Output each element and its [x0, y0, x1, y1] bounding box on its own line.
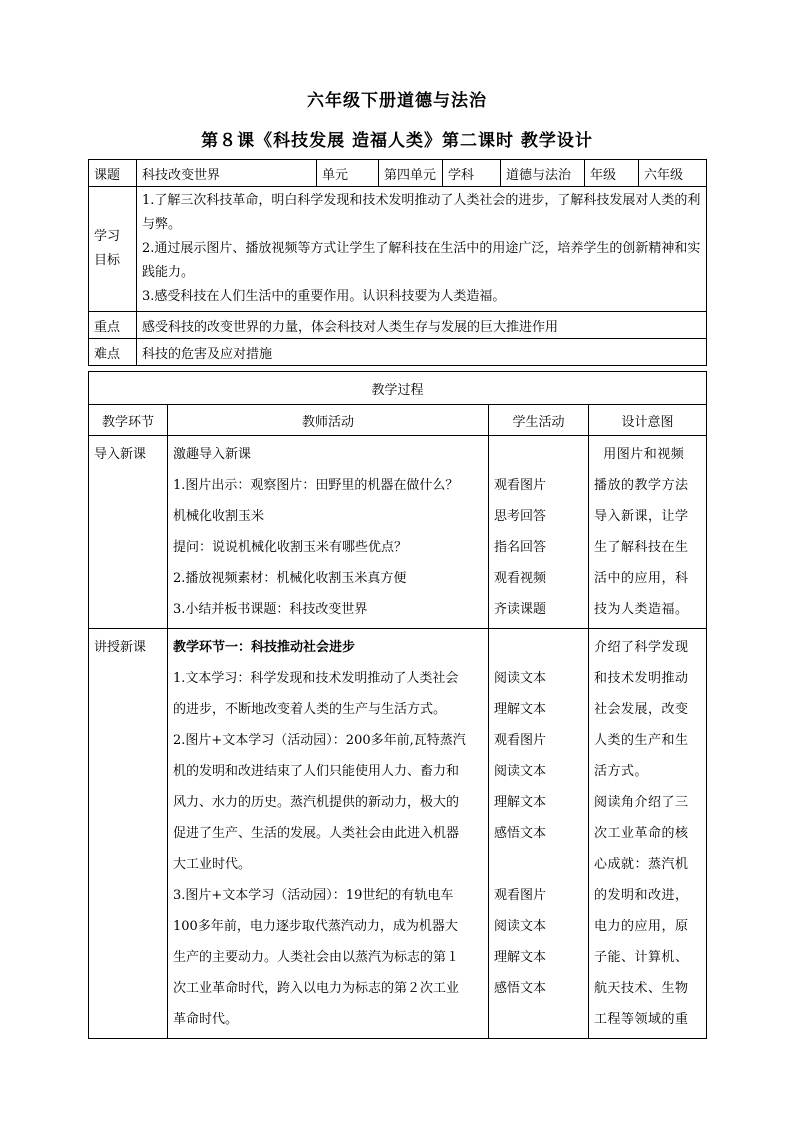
intent-line: 用图片和视频 — [594, 447, 685, 462]
intent-line: 航天技术、生物 — [594, 981, 689, 996]
student-line: 观看视频 — [494, 571, 547, 586]
column-header-student: 学生活动 — [489, 405, 589, 436]
intent-line: 活方式。 — [594, 764, 649, 779]
teacher-line: 2.播放视频素材：机械化收割玉米真方便 — [173, 571, 407, 586]
student-line — [494, 849, 583, 880]
intent-line: 技为人类造福。 — [594, 602, 689, 617]
student-line: 感悟文本 — [494, 981, 547, 996]
intent-line: 人类的生产和生 — [594, 733, 689, 748]
grade-value: 六年级 — [639, 160, 707, 187]
teacher-section-heading: 教学环节一：科技推动社会进步 — [173, 640, 356, 655]
student-line: 观看图片 — [494, 478, 547, 493]
info-row — [89, 160, 707, 187]
design-intent-cell — [589, 629, 707, 1039]
intent-line: 次工业革命的核 — [594, 826, 689, 841]
student-line: 阅读文本 — [494, 671, 547, 686]
student-line: 阅读文本 — [494, 764, 547, 779]
student-line — [494, 439, 583, 470]
teacher-line: 次工业革命时代，跨入以电力为标志的第２次工业 — [173, 981, 460, 996]
subject-label: 学科 — [443, 160, 501, 187]
process-header: 教学过程 — [89, 372, 707, 405]
key-point-value: 感受科技的改变世界的力量，体会科技对人类生存与发展的巨大推进作用 — [137, 312, 707, 339]
teacher-line: 大工业时代。 — [173, 857, 252, 872]
teacher-line: 生产的主要动力。人类社会由以蒸汽为标志的第１ — [173, 950, 460, 965]
document-title: 六年级下册道德与法治 — [307, 91, 487, 111]
student-line: 理解文本 — [494, 702, 547, 717]
teaching-process-table — [88, 371, 707, 1039]
teacher-line: 3.图片+文本学习（活动园）：19世纪的有轨电车 — [173, 888, 454, 903]
intent-line: 电力的应用，原 — [594, 919, 689, 934]
teacher-line: 100多年前，电力逐步取代蒸汽动力，成为机器大 — [173, 919, 458, 934]
teacher-line: 的进步，不断地改变着人类的生产与生活方式。 — [173, 702, 447, 717]
teacher-activity-cell — [168, 436, 489, 629]
teacher-line: 促进了生产、生活的发展。人类社会由此进入机器 — [173, 826, 460, 841]
teacher-line: 1.文本学习：科学发现和技术发明推动了人类社会 — [173, 671, 459, 686]
intent-line: 阅读角介绍了三 — [594, 795, 689, 810]
intent-line: 活中的应用，科 — [594, 571, 689, 586]
teacher-line: 机械化收割玉米 — [173, 509, 265, 524]
key-point-row — [89, 312, 707, 339]
intent-line: 心成就：蒸汽机 — [594, 857, 689, 872]
teacher-line: 革命时代。 — [173, 1012, 239, 1027]
column-header-intent: 设计意图 — [589, 405, 707, 436]
student-activity-cell — [489, 629, 589, 1039]
student-line: 指名回答 — [494, 540, 547, 555]
teacher-line: 2.图片+文本学习（活动园）：200多年前,瓦特蒸汽 — [173, 733, 466, 748]
intent-line: 生了解科技在生 — [594, 540, 689, 555]
process-row-new-lesson — [89, 629, 707, 1039]
intent-line: 和技术发明推动 — [594, 671, 689, 686]
student-line: 感悟文本 — [494, 826, 547, 841]
teacher-activity-cell — [168, 629, 489, 1039]
stage-cell: 讲授新课 — [89, 629, 168, 1039]
teacher-line: 3.小结并板书课题：科技改变世界 — [173, 602, 368, 617]
teacher-line: 1.图片出示：观察图片：田野里的机器在做什么？ — [173, 478, 459, 493]
unit-label: 单元 — [317, 160, 379, 187]
student-line: 观看图片 — [494, 888, 547, 903]
difficulty-label: 难点 — [89, 339, 137, 366]
key-point-label: 重点 — [89, 312, 137, 339]
student-activity-cell — [489, 436, 589, 629]
goals-label — [89, 187, 137, 312]
stage-cell: 导入新课 — [89, 436, 168, 629]
column-header-row — [89, 405, 707, 436]
column-header-stage: 教学环节 — [89, 405, 168, 436]
topic-value: 科技改变世界 — [137, 160, 317, 187]
goals-row — [89, 187, 707, 312]
goals-content — [137, 187, 707, 312]
goal-item: 3.感受科技在人们生活中的重要作用。认识科技要为人类造福。 — [142, 289, 506, 304]
intent-line: 播放的教学方法 — [594, 478, 689, 493]
process-row-intro — [89, 436, 707, 629]
goals-label-line2: 目标 — [94, 253, 121, 268]
lesson-info-table — [88, 159, 707, 366]
topic-label: 课题 — [89, 160, 137, 187]
teacher-line: 提问：说说机械化收割玉米有哪些优点？ — [173, 540, 408, 555]
intent-line: 子能、计算机、 — [594, 950, 689, 965]
teacher-line: 机的发明和改进结束了人们只能使用人力、畜力和 — [173, 764, 460, 779]
teacher-line: 激趣导入新课 — [173, 447, 252, 462]
intent-line: 工程等领域的重 — [594, 1012, 689, 1027]
student-line: 理解文本 — [494, 795, 547, 810]
grade-label: 年级 — [585, 160, 639, 187]
intent-line: 导入新课，让学 — [594, 509, 689, 524]
intent-line: 介绍了科学发现 — [594, 640, 689, 655]
document-subtitle: 第８课《科技发展 造福人类》第二课时 教学设计 — [201, 131, 593, 151]
student-line: 阅读文本 — [494, 919, 547, 934]
teacher-line: 风力、水力的历史。蒸汽机提供的新动力，极大的 — [173, 795, 460, 810]
student-line: 思考回答 — [494, 509, 547, 524]
design-intent-cell — [589, 436, 707, 629]
process-header-row — [89, 372, 707, 405]
goals-label-line1: 学习 — [94, 229, 121, 244]
intent-line: 的发明和改进， — [594, 888, 689, 903]
subject-value: 道德与法治 — [501, 160, 585, 187]
column-header-teacher: 教师活动 — [168, 405, 489, 436]
student-line: 齐读课题 — [494, 602, 547, 617]
intent-line: 社会发展，改变 — [594, 702, 689, 717]
goal-item: 2.通过展示图片、播放视频等方式让学生了解科技在生活中的用途广泛，培养学生的创新精神和实践能力。 — [142, 241, 701, 280]
student-line: 理解文本 — [494, 950, 547, 965]
unit-value: 第四单元 — [379, 160, 443, 187]
student-line: 观看图片 — [494, 733, 547, 748]
difficulty-row — [89, 339, 707, 366]
student-line — [494, 632, 583, 663]
difficulty-value: 科技的危害及应对措施 — [137, 339, 707, 366]
goal-item: 1.了解三次科技革命，明白科学发现和技术发明推动了人类社会的进步，了解科技发展对人类的利与弊。 — [142, 193, 701, 232]
